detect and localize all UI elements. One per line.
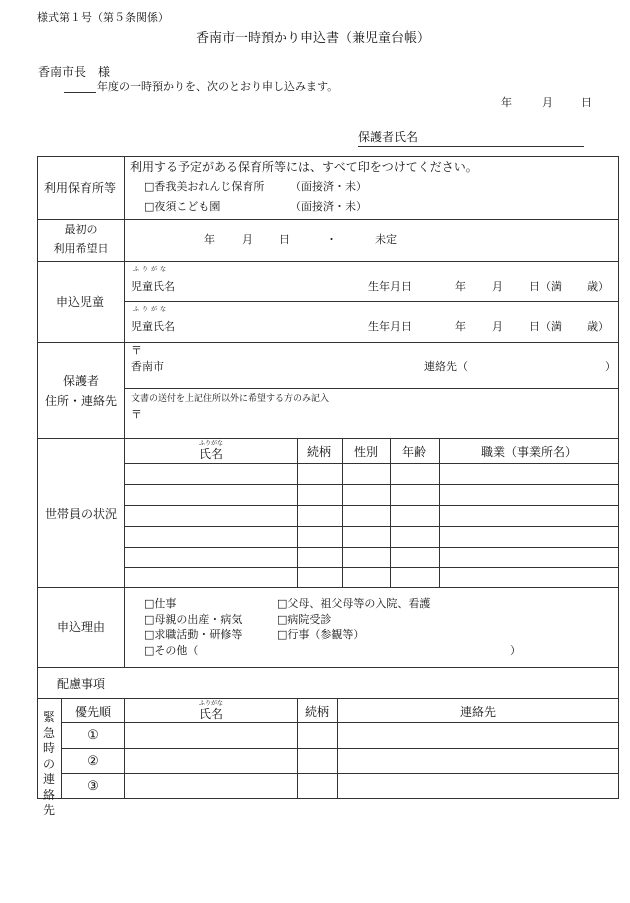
facility-option-yasu[interactable]: □夜須こども園 (144, 200, 221, 213)
first-use-month[interactable]: 月 (242, 233, 253, 246)
household-col-age: 年齢 (401, 445, 427, 459)
consideration-field[interactable] (125, 668, 618, 697)
intro-text: 年度の一時預かりを、次のとおり申し込みます。 (97, 80, 339, 93)
guardian-label-1: 保護者 (62, 374, 100, 388)
child-1-birth-month[interactable]: 月 (492, 280, 503, 293)
guardian-postal[interactable]: 〒 (131, 344, 142, 357)
first-use-label-2: 利用希望日 (53, 242, 109, 255)
child-1-birth-label: 生年月日 (368, 280, 412, 293)
child-2-birth-label: 生年月日 (368, 320, 412, 333)
facility-instruction: 利用する予定がある保育所等には、すべて印をつけてください。 (130, 160, 478, 174)
first-use-dot: ・ (326, 233, 337, 246)
guardian-contact-close: ） (605, 360, 616, 373)
emergency-contact-header: 連絡先 (459, 705, 497, 719)
facility-label: 利用保育所等 (44, 181, 117, 195)
first-use-undecided[interactable]: 未定 (375, 233, 397, 246)
reason-event[interactable]: □行事（参観等） (277, 628, 365, 641)
facility-yasu-status[interactable]: （面接済・未） (290, 200, 367, 213)
child-2-furigana: ふりがな (133, 306, 170, 313)
label-column-divider (124, 156, 125, 667)
reason-hospital-care[interactable]: □父母、祖父母等の入院、看護 (277, 597, 431, 610)
emergency-side-label: 緊急時の連絡先 (42, 710, 55, 817)
first-use-label-1: 最初の (64, 223, 98, 236)
emergency-priority-2: ② (87, 754, 99, 769)
emergency-priority-header: 優先順 (74, 705, 112, 719)
reason-hospital-visit[interactable]: □病院受診 (277, 613, 332, 626)
reason-other-close: ） (510, 644, 521, 657)
reason-label: 申込理由 (57, 620, 106, 634)
child-1-birth-year[interactable]: 年 (455, 280, 466, 293)
child-2-birth-day[interactable]: 日（満 (529, 320, 562, 333)
reason-work[interactable]: □仕事 (144, 597, 177, 610)
facility-option-orange[interactable]: □香我美おれんじ保育所 (144, 180, 265, 193)
form-number: 様式第１号（第５条関係） (37, 11, 169, 24)
guardian-alt-postal[interactable]: 〒 (131, 408, 142, 421)
first-use-day[interactable]: 日 (279, 233, 290, 246)
household-label: 世帯員の状況 (45, 507, 118, 521)
child-2-age[interactable]: 歳） (587, 320, 609, 333)
emergency-name-header: 氏名 (198, 707, 224, 721)
guardian-name-label: 保護者氏名 (358, 130, 419, 144)
fiscal-year-blank[interactable] (64, 92, 96, 93)
child-label: 申込児童 (56, 295, 105, 309)
date-day: 日 (581, 96, 592, 109)
child-1-birth-day[interactable]: 日（満 (529, 280, 562, 293)
guardian-city[interactable]: 香南市 (131, 360, 164, 373)
household-col-name: 氏名 (198, 447, 224, 461)
date-year: 年 (501, 96, 512, 109)
household-furigana: ふりがな (198, 440, 224, 447)
form-title: 香南市一時預かり申込書（兼児童台帳） (196, 31, 431, 46)
child-2-birth-year[interactable]: 年 (455, 320, 466, 333)
child-2-name-label[interactable]: 児童氏名 (131, 320, 175, 333)
guardian-label-2: 住所・連絡先 (44, 394, 118, 408)
date-month: 月 (542, 96, 553, 109)
guardian-alt-note: 文書の送付を上記住所以外に希望する方のみ記入 (131, 394, 330, 404)
child-2-birth-month[interactable]: 月 (492, 320, 503, 333)
child-1-age[interactable]: 歳） (587, 280, 609, 293)
child-1-name-label[interactable]: 児童氏名 (131, 280, 175, 293)
child-1-furigana: ふりがな (133, 266, 170, 273)
emergency-priority-1: ① (87, 728, 99, 743)
reason-job-search[interactable]: □求職活動・研修等 (144, 628, 243, 641)
addressee: 香南市長 様 (38, 65, 111, 79)
emergency-priority-3: ③ (87, 779, 99, 794)
household-col-occupation: 職業（事業所名） (480, 445, 578, 459)
household-col-relation: 続柄 (306, 445, 332, 459)
reason-maternity[interactable]: □母親の出産・病気 (144, 613, 243, 626)
reason-other[interactable]: □その他（ (144, 644, 199, 657)
guardian-contact-label[interactable]: 連絡先（ (424, 360, 468, 373)
facility-orange-status[interactable]: （面接済・未） (290, 180, 367, 193)
consideration-label: 配慮事項 (57, 677, 106, 691)
household-col-sex: 性別 (353, 445, 379, 459)
emergency-relation-header: 続柄 (304, 705, 330, 719)
first-use-year[interactable]: 年 (204, 233, 215, 246)
guardian-name-field[interactable] (358, 146, 584, 147)
emergency-furigana: ふりがな (198, 700, 224, 707)
